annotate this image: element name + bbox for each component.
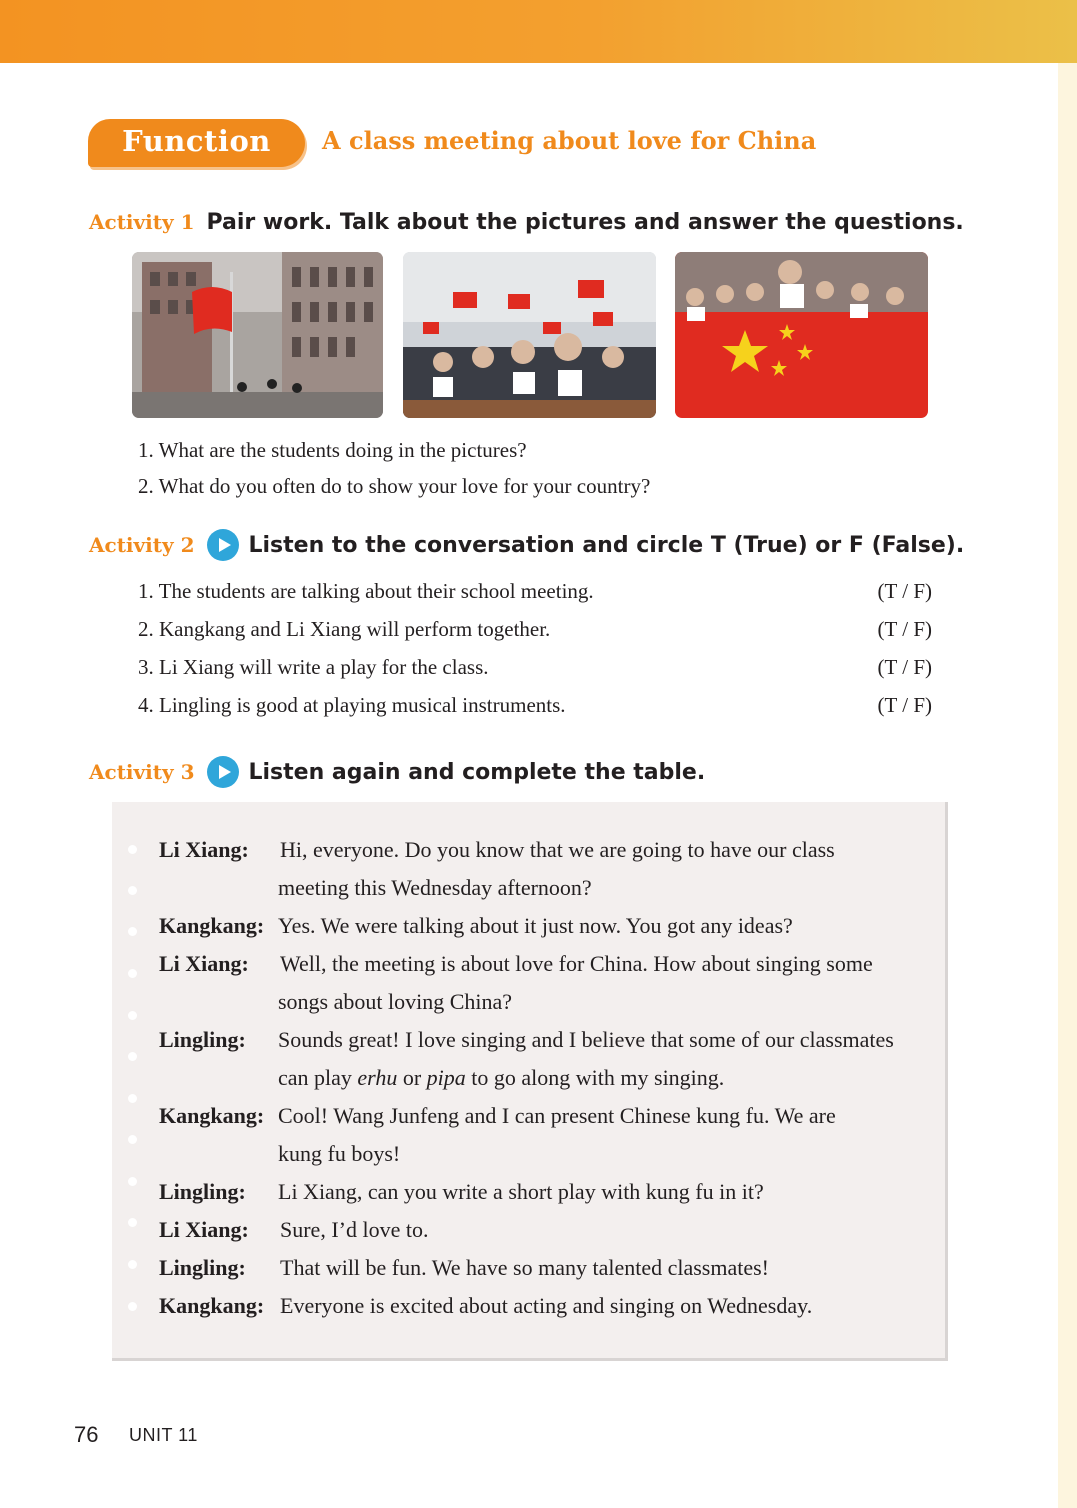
activity-1-label: Activity 1 — [89, 210, 195, 234]
activity-1-question-2: 2. What do you often do to show your love for your country? — [138, 474, 651, 498]
erhu-term: erhu — [357, 1065, 398, 1090]
speaker-name: Lingling: — [159, 1179, 246, 1204]
activity-3-heading — [89, 754, 705, 790]
activity-2-label: Activity 2 — [89, 533, 195, 557]
activity-1-heading — [89, 204, 964, 240]
students-waving-flags-photo — [403, 252, 656, 418]
side-strip — [1058, 63, 1077, 1508]
activity-3-label: Activity 3 — [89, 760, 195, 784]
dialogue-line: can play erhu or pipa to go along with my singing. — [278, 1065, 725, 1090]
dialogue-line: meeting this Wednesday afternoon? — [278, 875, 592, 900]
dialogue-line: Everyone is excited about acting and singing on Wednesday. — [280, 1293, 813, 1318]
unit-label: UNIT 11 — [129, 1425, 198, 1445]
speaker-name: Kangkang: — [159, 913, 265, 938]
dialogue-line: songs about loving China? — [278, 989, 513, 1014]
speaker-name: Lingling: — [159, 1027, 246, 1052]
play-icon[interactable] — [207, 756, 239, 788]
tf-choice[interactable]: (T / F) — [877, 693, 932, 717]
speaker-name: Li Xiang: — [159, 951, 249, 976]
function-tag-label: Function — [122, 124, 271, 158]
activity-3-instruction: Listen again and complete the table. — [248, 759, 706, 785]
tf-choice[interactable]: (T / F) — [877, 655, 932, 679]
tf-statement — [138, 617, 932, 642]
tf-choice[interactable]: (T / F) — [877, 617, 932, 641]
dialogue-line: Well, the meeting is about love for China. How about singing some — [280, 951, 873, 976]
activity-2-instruction: Listen to the conversation and circle T (True) or F (False). — [248, 532, 965, 558]
top-banner — [0, 0, 1077, 63]
speaker-name: Kangkang: — [159, 1293, 265, 1318]
speaker-name: Lingling: — [159, 1255, 246, 1280]
activity-1-question-1: 1. What are the students doing in the pictures? — [138, 438, 527, 462]
dialogue-line: Cool! Wang Junfeng and I can present Chinese kung fu. We are — [278, 1103, 836, 1128]
speaker-name: Li Xiang: — [159, 1217, 249, 1242]
children-holding-flag-photo — [675, 252, 928, 418]
function-tag — [88, 119, 305, 167]
page-number: 76 — [74, 1422, 99, 1447]
tf-statement-text: 4. Lingling is good at playing musical instruments. — [138, 693, 566, 717]
tf-statement-text: 1. The students are talking about their school meeting. — [138, 579, 594, 603]
tf-choice[interactable]: (T / F) — [877, 579, 932, 603]
dialogue-line: Sure, I’d love to. — [280, 1217, 429, 1242]
tf-statement — [138, 693, 932, 718]
dialogue-line: Sounds great! I love singing and I believe that some of our classmates — [278, 1027, 894, 1052]
dialogue-line: That will be fun. We have so many talented classmates! — [280, 1255, 770, 1280]
activity-1-instruction: Pair work. Talk about the pictures and answer the questions. — [206, 209, 964, 235]
pipa-term: pipa — [426, 1065, 466, 1090]
dialogue-line: Hi, everyone. Do you know that we are going to have our class — [280, 837, 835, 862]
tf-statement-text: 3. Li Xiang will write a play for the class. — [138, 655, 489, 679]
dialogue-line: kung fu boys! — [278, 1141, 401, 1166]
play-icon[interactable] — [207, 529, 239, 561]
speaker-name: Li Xiang: — [159, 837, 249, 862]
function-title: A class meeting about love for China — [322, 126, 817, 155]
dialogue-line: Li Xiang, can you write a short play with kung fu in it? — [278, 1179, 764, 1204]
tf-statement — [138, 655, 932, 680]
activity-2-heading — [89, 527, 964, 563]
tf-statement-text: 2. Kangkang and Li Xiang will perform together. — [138, 617, 551, 641]
tf-statement — [138, 579, 932, 604]
speaker-name: Kangkang: — [159, 1103, 265, 1128]
flag-raising-photo — [132, 252, 383, 418]
dialogue-line: Yes. We were talking about it just now. You got any ideas? — [278, 913, 793, 938]
